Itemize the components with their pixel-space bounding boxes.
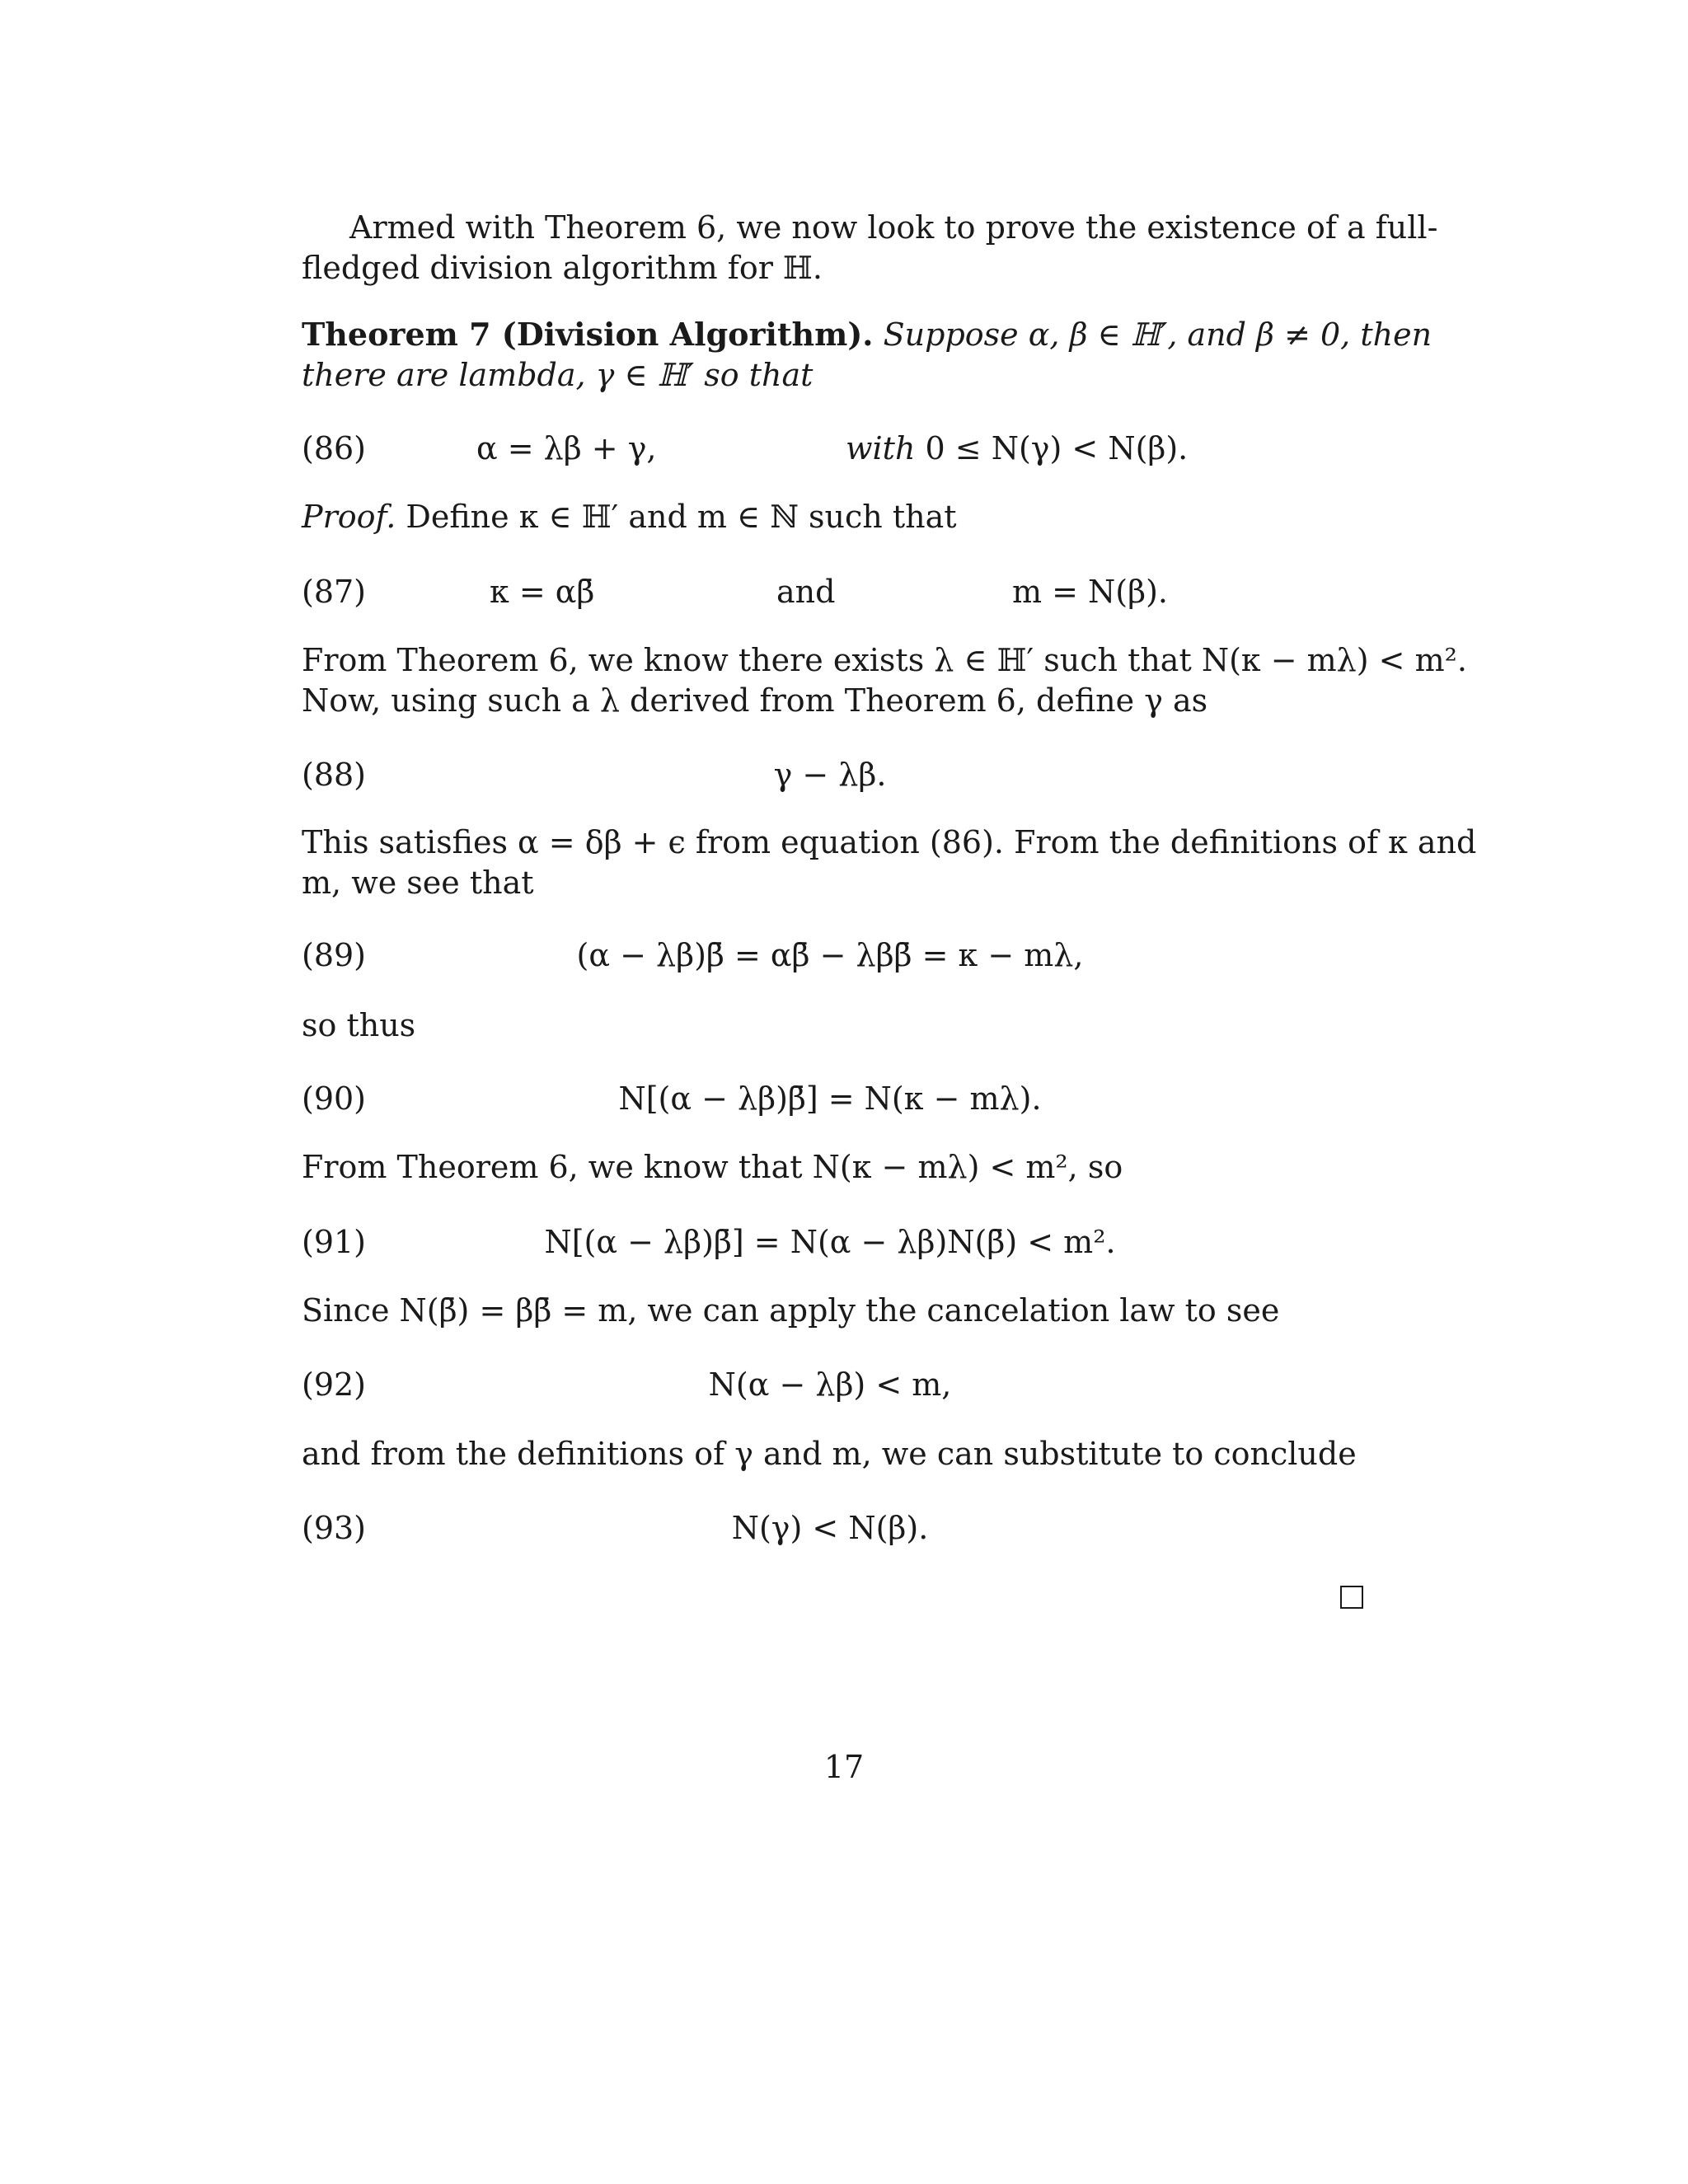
paragraph-conclude: and from the definitions of γ and m, we can substitute to conclude [302, 1436, 1357, 1472]
equation-number: (91) [302, 1224, 367, 1260]
theorem-statement-1: Suppose α, β ∈ ℍ′, and β ≠ 0, then [883, 316, 1432, 353]
theorem-statement-2: there are lambda, γ ∈ ℍ′ so that [302, 357, 814, 393]
equation-left: α = λβ + γ, [476, 430, 657, 466]
equation-87 [302, 569, 1358, 615]
equation-right: m = N(β). [1012, 574, 1168, 610]
paragraph-exists-lambda [302, 640, 1467, 721]
paragraph-line-1: From Theorem 6, we know there exists λ ∈ ℍ′ such that N(κ − mλ) < m². [302, 642, 1467, 678]
equation-body: N[(α − λβ)β̄] = N(α − λβ)N(β̄) < m². [544, 1224, 1116, 1260]
equation-number: (90) [302, 1080, 367, 1117]
paragraph-line-1: This satisfies α = δβ + ϵ from equation (86). From the definitions of κ and [302, 824, 1477, 860]
intro-line-2: fledged division algorithm for ℍ. [302, 250, 823, 286]
page-number: 17 [823, 1749, 865, 1785]
theorem-7 [302, 314, 1432, 396]
equation-86 [302, 425, 1358, 471]
paragraph-line-2: Now, using such a λ derived from Theorem 6, define γ as [302, 682, 1208, 719]
theorem-line-1 [302, 314, 1432, 355]
equation-body: γ − λβ. [773, 757, 887, 793]
theorem-line-2 [302, 355, 1358, 396]
paragraph-satisfies [302, 823, 1477, 903]
equation-body: (α − λβ)β̄ = αβ̄ − λββ̄ = κ − mλ, [576, 937, 1084, 973]
equation-number: (92) [302, 1366, 367, 1403]
paragraph-cancelation: Since N(β̄) = ββ̄ = m, we can apply the cancelation law to see [302, 1292, 1280, 1329]
theorem-heading: Theorem 7 (Division Algorithm). [302, 316, 874, 353]
equation-93 [302, 1505, 1358, 1551]
equation-right [846, 425, 1188, 471]
proof-text: Define κ ∈ ℍ′ and m ∈ ℕ such that [406, 499, 957, 535]
equation-91 [302, 1219, 1358, 1265]
intro-paragraph [302, 208, 1438, 288]
equation-90 [302, 1076, 1358, 1122]
equation-89 [302, 932, 1358, 978]
equation-88 [302, 752, 1358, 798]
equation-number: (88) [302, 757, 367, 793]
equation-number: (86) [302, 430, 367, 466]
equation-body: N(γ) < N(β). [731, 1510, 929, 1546]
equation-number: (93) [302, 1510, 367, 1546]
equation-number: (89) [302, 937, 367, 973]
equation-body: N(α − λβ) < m, [708, 1366, 952, 1403]
paragraph-line-2: m, we see that [302, 865, 534, 901]
proof-label: Proof. [302, 499, 396, 535]
equation-and: and [776, 574, 836, 610]
qed-square-icon [1340, 1586, 1363, 1609]
with-word: with [846, 430, 916, 466]
equation-left: κ = αβ̄ [490, 574, 595, 610]
equation-number: (87) [302, 574, 367, 610]
proof-intro [302, 497, 1358, 537]
intro-line-1: Armed with Theorem 6, we now look to prove the existence of a full- [349, 209, 1438, 246]
paragraph-so-thus: so thus [302, 1007, 416, 1043]
equation-body: N[(α − λβ)β̄] = N(κ − mλ). [618, 1080, 1042, 1117]
paragraph-know-that: From Theorem 6, we know that N(κ − mλ) < m², so [302, 1149, 1123, 1185]
equation-92 [302, 1361, 1358, 1408]
equation-condition: 0 ≤ N(γ) < N(β). [925, 430, 1189, 466]
